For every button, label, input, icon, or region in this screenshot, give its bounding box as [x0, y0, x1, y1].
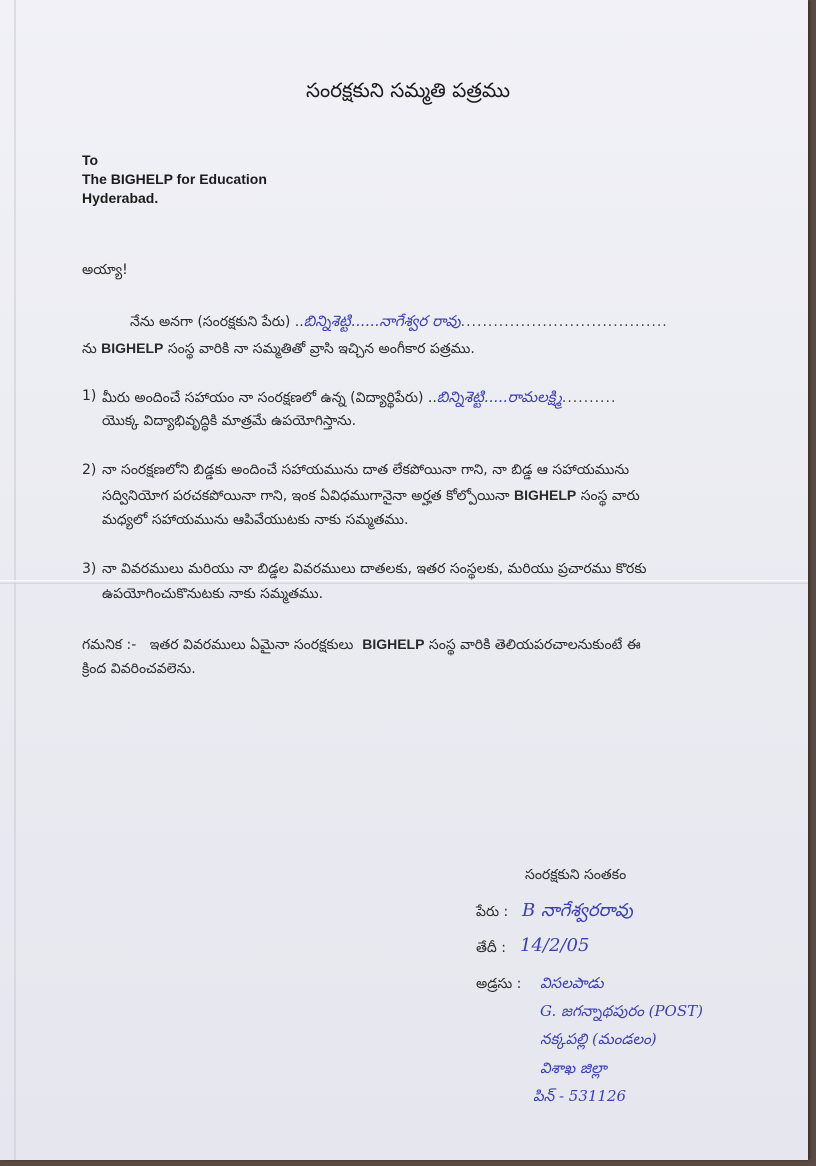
item-1-dots: ..........: [561, 390, 617, 406]
note-text-end: సంస్థ వారికి తెలియపరచాలనుకుంటే ఈ: [428, 637, 641, 653]
note-line-2: క్రింద వివరించవలెను.: [82, 661, 196, 677]
note-text-start: ఇతర వివరములు ఏమైనా సంరక్షకులు: [149, 637, 354, 653]
date-handwritten: 14/2/05: [520, 935, 590, 956]
address-line-village: విసలపాడు: [540, 974, 604, 992]
signature-heading: సంరక్షకుని సంతకం: [525, 867, 627, 883]
page-title: సంరక్షకుని సమ్మతి పత్రము: [306, 78, 510, 102]
brand-name: BIGHELP: [362, 636, 425, 652]
item-2-number: 2): [82, 462, 97, 478]
guardian-signature-handwritten: B నాగేశ్వరరావు: [522, 900, 633, 921]
item-1-number: 1): [82, 388, 97, 404]
date-label: తేదీ :: [476, 940, 506, 956]
guardian-name-handwritten: బిన్నిశెట్టి......నాగేశ్వర రావు: [303, 312, 461, 330]
student-name-handwritten: బిన్నిశెట్టి.....రామలక్ష్మి: [436, 388, 562, 406]
item-2-line-2: [102, 487, 752, 507]
intro-prefix: నేను అనగా (సంరక్షకుని పేరు) ..: [130, 314, 304, 330]
salutation: అయ్యా!: [82, 262, 128, 278]
intro-line-1: [130, 312, 668, 334]
intro-line2-end: సంస్థ వారికి నా సమ్మతితో వ్రాసి ఇచ్చిన అంగీకార పత్రము.: [167, 341, 475, 357]
intro-line2-start: ను: [82, 341, 97, 357]
note-line-1: [82, 636, 641, 656]
note-label: గమనిక :-: [82, 637, 137, 653]
address-organization: The BIGHELP for Education: [82, 171, 267, 187]
address-line-district: విశాఖ జిల్లా: [540, 1059, 607, 1077]
item-3-line-1: నా వివరములు మరియు నా బిడ్డల వివరములు దాతలకు, ఇతర సంస్థలకు, మరియు ప్రచారము కొరకు: [102, 561, 647, 577]
address-city: Hyderabad.: [82, 190, 159, 206]
address-to: To: [82, 152, 99, 168]
item-2-line2-start: సద్వినియోగ పరచకపోయినా గాని, ఇంక ఏవిధముగానైనా అర్హత కోల్పోయినా: [102, 488, 510, 504]
item-1-prefix: మీరు అందించే సహాయం నా సంరక్షణలో ఉన్న (విద్యార్థిపేరు) ..: [102, 390, 437, 406]
item-2-line-1: నా సంరక్షణలోని బిడ్డకు అందించే సహాయమును దాత లేకపోయినా గాని, నా బిడ్డ ఆ సహాయమును: [102, 462, 630, 478]
item-3-number: 3): [82, 561, 97, 577]
intro-line-2: [82, 340, 475, 360]
brand-name: BIGHELP: [514, 487, 577, 503]
item-2-line-3: మధ్యలో సహాయమును ఆపివేయుటకు నాకు సమ్మతము.: [102, 512, 409, 528]
item-1-line-2: యొక్క విద్యాభివృద్ధికి మాత్రమే ఉపయోగిస్తాను.: [102, 413, 357, 429]
address-line-post: G. జగన్నాథపురం (POST): [540, 1002, 703, 1020]
address-line-mandal: నక్కపల్లి (మండలం): [540, 1030, 657, 1048]
intro-dots: ......................................: [460, 314, 668, 330]
paper-fold-line: [0, 580, 808, 584]
address-line-pin: పిన్ - 531126: [533, 1087, 627, 1105]
item-3-line-2: ఉపయోగించుకొనుటకు నాకు సమ్మతము.: [102, 586, 324, 602]
item-2-line2-end: సంస్థ వారు: [580, 488, 640, 504]
brand-name: BIGHELP: [101, 340, 164, 356]
item-1-line-1: [102, 388, 752, 410]
address-label: అడ్రసు :: [476, 976, 522, 992]
name-label: పేరు :: [476, 904, 509, 920]
